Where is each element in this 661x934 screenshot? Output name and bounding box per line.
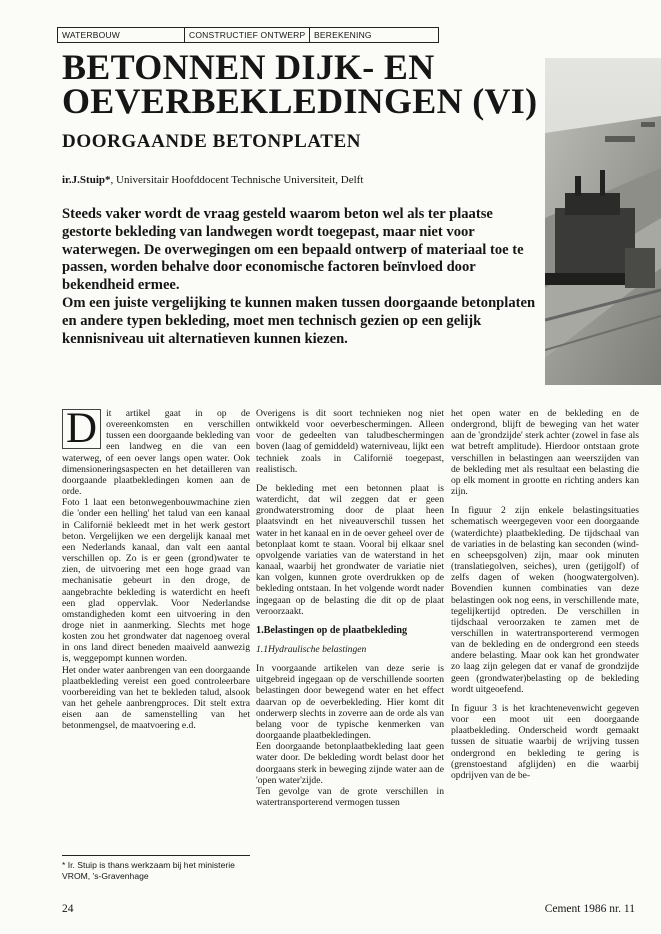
lead-text-1: Steeds vaker wordt de vraag gesteld waarom beton wel als ter plaatse gestorte bekleding van landwegen wordt toegepast, maar niet voor waterwegen. De overwegingen om een bepaald ontwerp of materiaal toe te passen, worden behalve door economische factoren beïnvloed door bekendheid ermee. xyxy=(62,206,524,294)
page-number: 24 xyxy=(62,903,74,915)
column-2-paragraph-4: Een doorgaande betonplaatbekleding laat geen water door. De bekleding wordt belast door het doorgaans sterk in beweging zijnde water aan de 'open water'zijde. xyxy=(256,741,444,786)
dropcap: D xyxy=(62,409,101,449)
rubric-item-constructief-ontwerp: CONSTRUCTIEF ONTWERP xyxy=(185,28,310,42)
column-2 xyxy=(256,408,444,808)
column-1-paragraph-2: Foto 1 laat een betonwegenbouwmachine zien die 'onder een helling' het talud van een kanaal in Californië bekleedt met in het werk gestort beton. Vergelijken we een dergelijk kanaal met een Nederlands kanaal, dan valt een aantal verschillen op. Zo is er geen (grond)water te zien, de uitvoering met een hoge graad van mechanisatie gebeurt in den droge, de aangebrachte bekleding is waterdicht en heeft een glad oppervlak. Voor Nederlandse omstandigheden komt een uitvoering in den droge niet in aanmerking. Slechts met hoge kosten zou het grondwater dat nagenoeg overal in ons land direct beneden maaiveld aanwezig is, weggepompt kunnen worden. xyxy=(62,497,250,665)
column-1-paragraph-3: Het onder water aanbrengen van een doorgaande plaatbekleding vereist een goed controleerbare voorbereiding van het te bekleden talud, alsook van het gehele aanbrengproces. Dit stelt extra eisen aan de samenstelling van het betonmengsel, de maatvoering e.d. xyxy=(62,664,250,732)
journal-issue: Cement 1986 nr. 11 xyxy=(544,903,635,915)
rubric-item-waterbouw: WATERBOUW xyxy=(58,28,185,42)
lead-paragraph xyxy=(62,206,540,348)
author-line xyxy=(62,174,532,186)
photo-image xyxy=(545,58,661,385)
column-2-paragraph-3: In voorgaande artikelen van deze serie is uitgebreid ingegaan op de verschillende soorten belastingen door bewegend water en het effect daarvan op de oeverbekleding. Hier komt dit onderwerp slechts in zoverre aan de orde als van belang voor de typische kenmerken van doorgaande plaatbekledingen. xyxy=(256,663,444,742)
photo-canal-paving-machine xyxy=(545,58,661,385)
column-3-paragraph-3: In figuur 3 is het krachtenevenwicht gegeven voor een moot uit een doorgaande plaatbekleding. Onderscheid wordt gemaakt tussen de situatie waarbij de wrijving tussen ondergrond en bekleding te gering is (grenstoestand afglijden) en die waarbij opdrijven van de be- xyxy=(451,702,639,781)
rubric-bar xyxy=(57,27,439,43)
author-affiliation: , Universitair Hoofddocent Technische Universiteit, Delft xyxy=(110,174,364,186)
subsection-heading: 1.1Hydraulische belastingen xyxy=(256,643,367,655)
title-line-1: BETONNEN DIJK- EN xyxy=(62,47,435,87)
column-1 xyxy=(62,405,250,740)
author-name: ir.J.Stuip* xyxy=(62,174,111,186)
lead-text-2: Om een juiste vergelijking te kunnen maken tussen doorgaande betonplaten en andere typen bekleding, moet men technisch gezien op een gelijk kennisniveau uit alternatieven kunnen kiezen. xyxy=(62,294,536,347)
article-subtitle: DOORGAANDE BETONPLATEN xyxy=(62,131,362,152)
column-3-paragraph-1: het open water en de bekleding en de ondergrond, blijft de beweging van het water aan de 'grondzijde' sterk achter (zowel in fase als wat betreft amplitude). Hierdoor ontstaan grote verschillen in belastingen aan weerszijden van de bekleding met als resultaat een belasting die op elk moment in grootte en richting anders kan zijn. xyxy=(451,408,639,498)
column-2-paragraph-2: De bekleding met een betonnen plaat is waterdicht, dat wil zeggen dat er geen grondwaterstroming door de plaat heen plaatsvindt en het niveauverschil tussen het water in het kanaal en in de oever geheel over de betonplaat komt te staan. Vooral bij elkaar snel opvolgende variaties van de waterstand in het kanaal, waarbij het grondwater de variatie niet kan volgen, kunnen grote overdrukken op de bekleding ontstaan. In het volgende wordt nader ingegaan op de belasting die dit op de plaat veroorzaakt. xyxy=(256,482,444,617)
rubric-item-berekening: BEREKENING xyxy=(314,30,372,40)
title-line-2: OEVERBEKLEDINGEN (VI) xyxy=(62,81,538,121)
footnote: * Ir. Stuip is thans werkzaam bij het ministerie VROM, 's-Gravenhage xyxy=(62,860,235,881)
column-2-paragraph-5: Ten gevolge van de grote verschillen in watertransporterend vermogen tussen xyxy=(256,785,444,808)
section-heading: 1.Belastingen op de plaatbekleding xyxy=(256,624,408,636)
article-title xyxy=(62,47,542,121)
footnote-divider xyxy=(62,855,250,856)
column-3 xyxy=(451,408,639,781)
column-3-paragraph-2: In figuur 2 zijn enkele belastingsituaties schematisch weergegeven voor een doorgaande (waterdichte) plaatbekleding. De tijdschaal van de variaties in de belasting kan seconden (wind- en scheepsgolven) zijn, maar ook minuten (translatiegolven, seiches), uren (getijgolf) of zelfs dagen of weken (hoogwatergolven). Bovendien kunnen combinaties van deze belastingen ook nog eens, in verschillende mate, tegelijkertijd optreden. De verschillen in tijdschaal veroorzaken te zamen met de verschillen in watertransporterend vermogen van de bekleding en de ondergrond een steeds andere belasting. Maar ook kan het grondwater zo laag zijn gelegen dat er vanaf de grondzijde geen (grondwater)belasting op de bekleding wordt uitgeoefend. xyxy=(451,505,639,695)
column-2-paragraph-1: Overigens is dit soort technieken nog niet ontwikkeld voor oeverbeschermingen. Alleen voor de gedeelten van taludbeschermingen boven (laag of gemiddeld) waterniveau, lijkt een techniek zoals in Californië toegepast, realistisch. xyxy=(256,408,444,475)
column-1-paragraph-1 xyxy=(62,405,250,498)
column-1-paragraph-1-text: it artikel gaat in op de overeenkomsten en verschillen tussen een doorgaande bekleding van een landweg en die van een waterweg, of een oever langs open water. Ook dimensioneringsaspecten en het detailleren van doorgaande plaatbekledingen komen aan de orde. xyxy=(62,408,250,498)
